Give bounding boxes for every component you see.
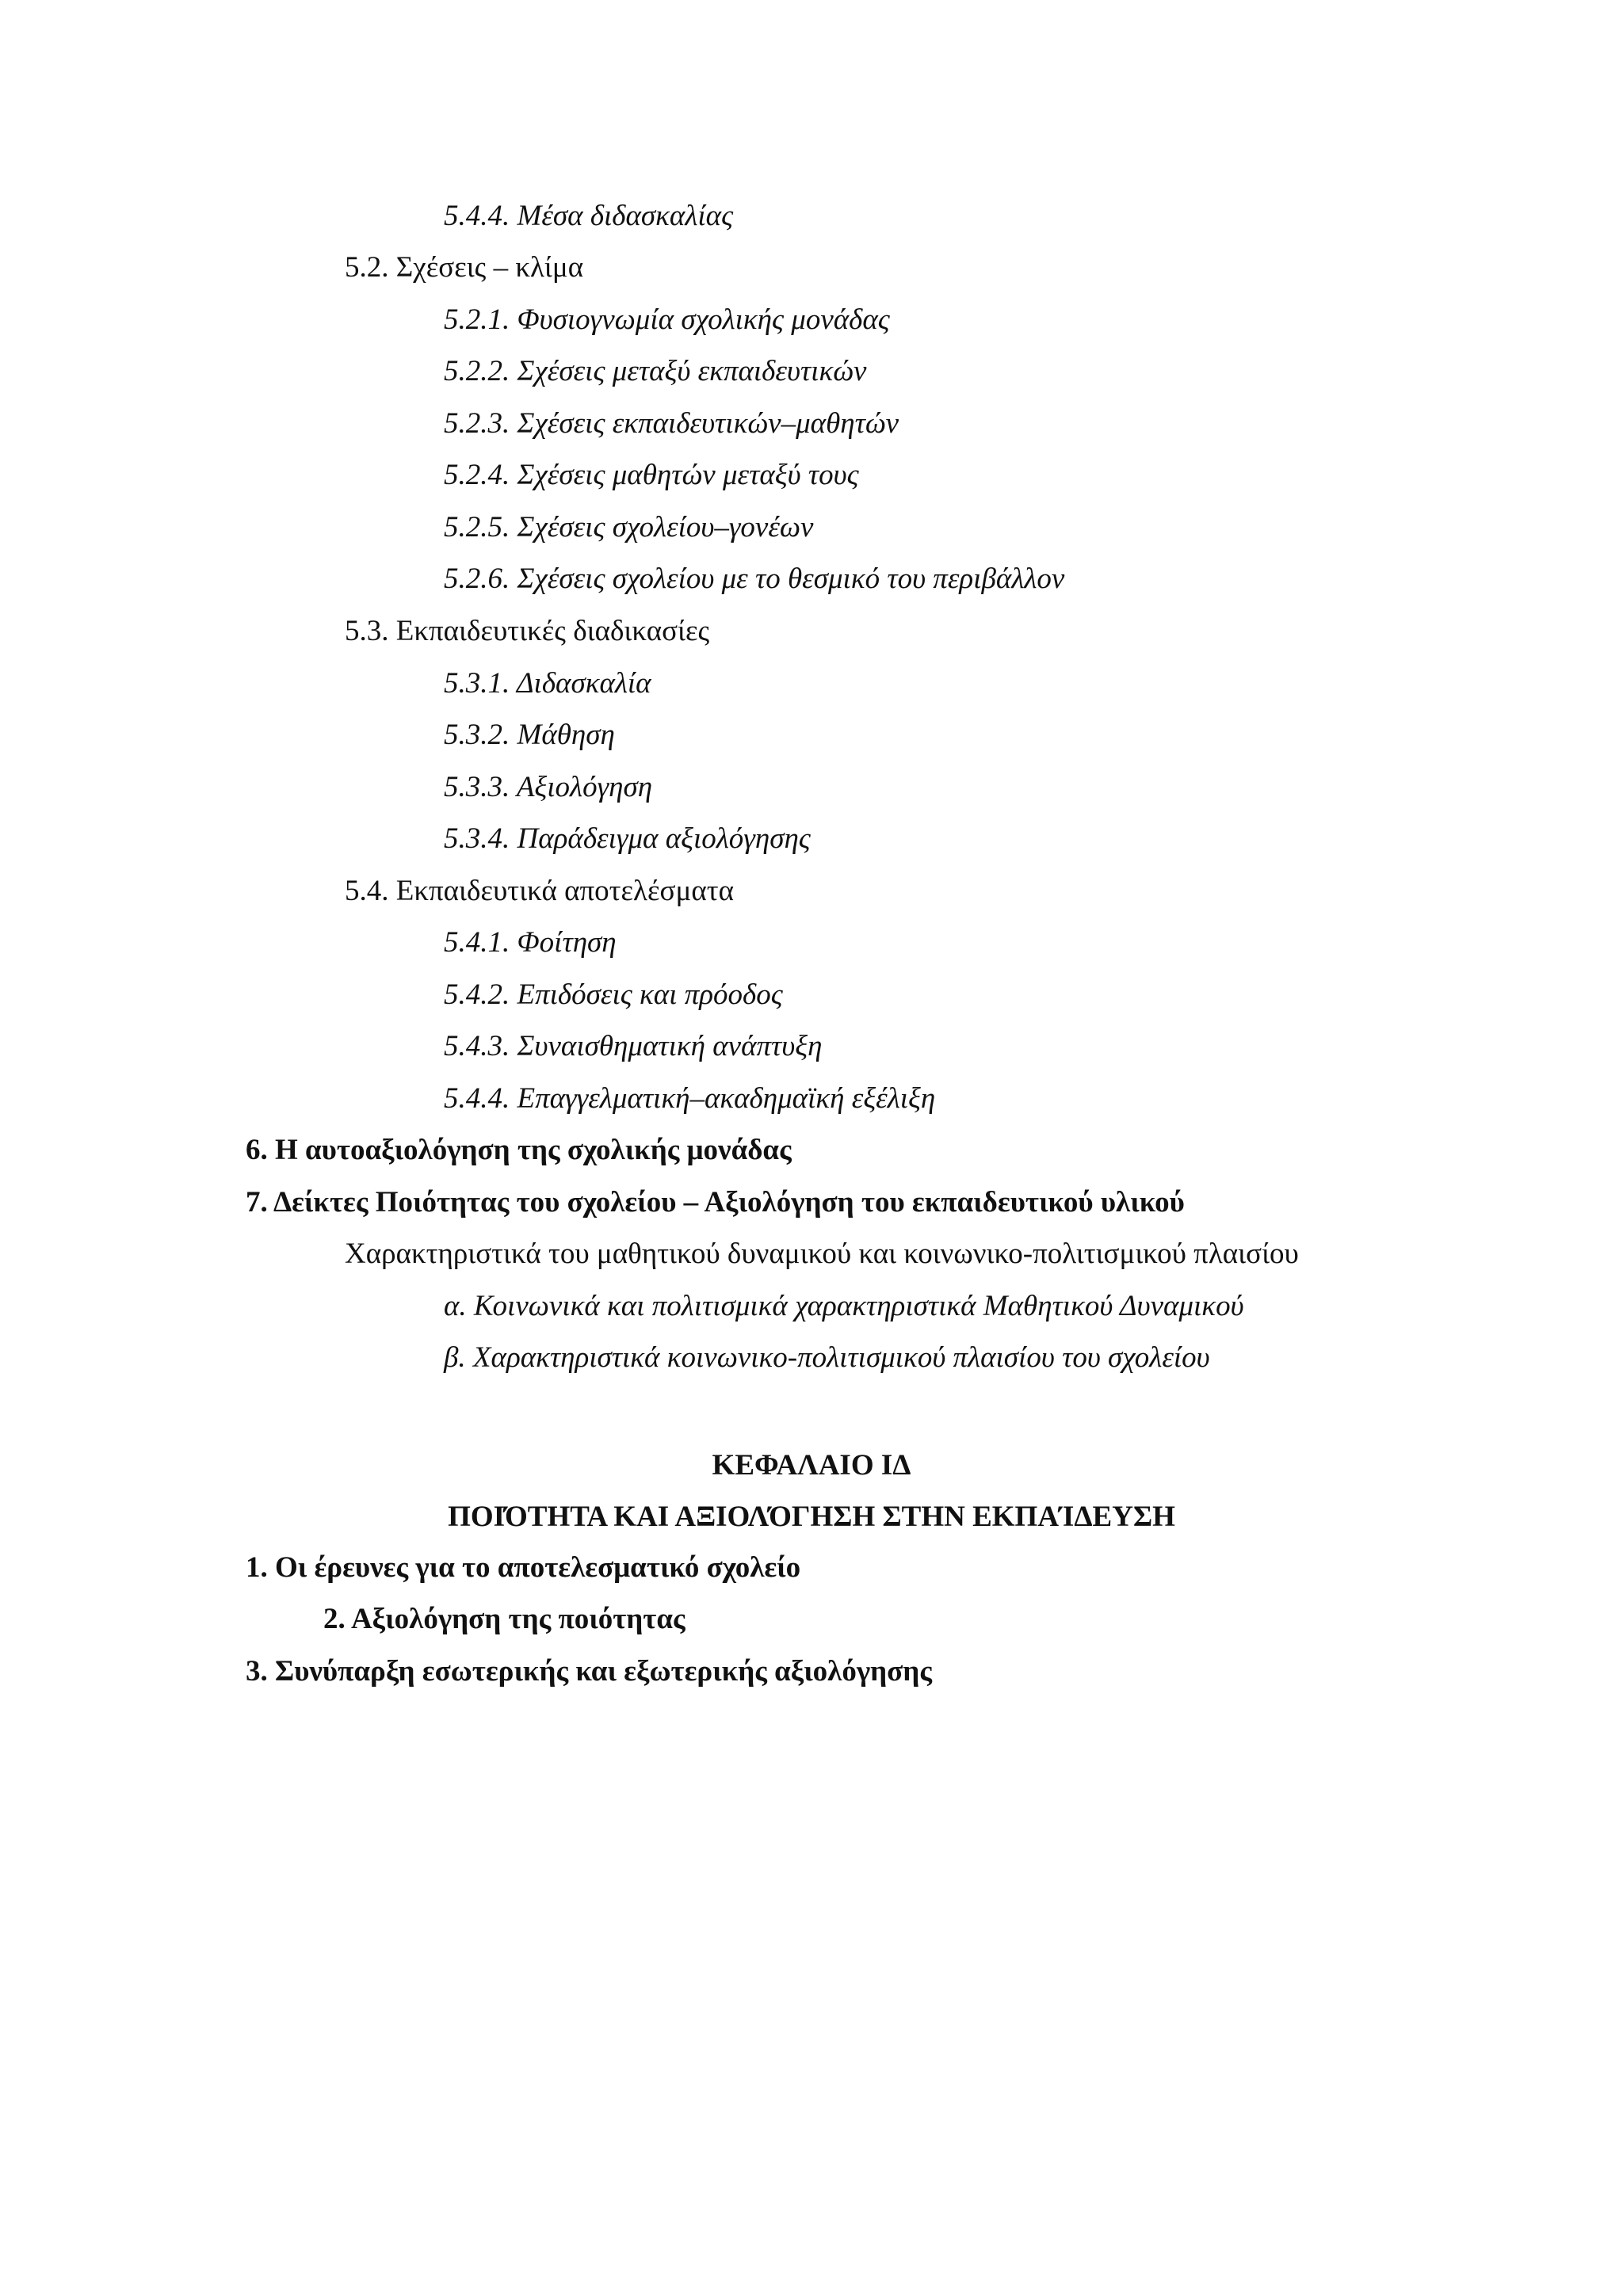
- toc-entry-7-quality-indicators: 7. Δείκτες Ποιότητας του σχολείου – Αξιολόγηση του εκπαιδευτικού υλικού: [246, 1186, 1185, 1219]
- toc-entry-5-2-3: 5.2.3. Σχέσεις εκπαιδευτικών–μαθητών: [444, 407, 899, 440]
- toc-entry-5-3-1: 5.3.1. Διδασκαλία: [444, 667, 651, 700]
- toc-entry-5-4-educational-outcomes: 5.4. Εκπαιδευτικά αποτελέσματα: [345, 875, 734, 907]
- toc-entry-student-characteristics: Χαρακτηριστικά του μαθητικού δυναμικού και κοινωνικο-πολιτισμικού πλαισίου: [345, 1238, 1299, 1270]
- toc-entry-5-4-2: 5.4.2. Επιδόσεις και πρόοδος: [444, 978, 783, 1011]
- toc-entry-5-3-3: 5.3.3. Αξιολόγηση: [444, 771, 653, 803]
- toc-entry-5-2-4: 5.2.4. Σχέσεις μαθητών μεταξύ τους: [444, 459, 859, 491]
- toc-entry-5-2-2: 5.2.2. Σχέσεις μεταξύ εκπαιδευτικών: [444, 355, 867, 387]
- chapter-entry-1: 1. Οι έρευνες για το αποτελεσματικό σχολείο: [246, 1551, 801, 1584]
- toc-entry-6-self-evaluation: 6. Η αυτοαξιολόγηση της σχολικής μονάδας: [246, 1134, 792, 1166]
- toc-entry-5-4-3: 5.4.3. Συναισθηματική ανάπτυξη: [444, 1030, 823, 1062]
- toc-entry-5-2-5: 5.2.5. Σχέσεις σχολείου–γονέων: [444, 511, 814, 543]
- toc-entry-5-3-4: 5.3.4. Παράδειγμα αξιολόγησης: [444, 822, 811, 855]
- chapter-entry-3: 3. Συνύπαρξη εσωτερικής και εξωτερικής αξιολόγησης: [246, 1655, 932, 1688]
- toc-entry-5-4-4-teaching-means: 5.4.4. Μέσα διδασκαλίας: [444, 200, 734, 232]
- chapter-entry-2: 2. Αξιολόγηση της ποιότητας: [323, 1603, 685, 1635]
- toc-entry-beta: β. Χαρακτηριστικά κοινωνικο-πολιτισμικού πλαισίου του σχολείου: [444, 1341, 1210, 1374]
- toc-entry-5-4-1: 5.4.1. Φοίτηση: [444, 926, 617, 959]
- toc-entry-5-2-6: 5.2.6. Σχέσεις σχολείου με το θεσμικό του περιβάλλον: [444, 563, 1065, 595]
- toc-entry-5-4-4-career: 5.4.4. Επαγγελματική–ακαδημαϊκή εξέλιξη: [444, 1082, 936, 1115]
- chapter-title-heading: ΠΟΙΌΤΗΤΑ ΚΑΙ ΑΞΙΟΛΌΓΗΣΗ ΣΤΗΝ ΕΚΠΑΊΔΕΥΣΗ: [448, 1501, 1175, 1533]
- chapter-number-heading: ΚΕΦΑΛΑΙΟ ΙΔ: [712, 1449, 911, 1482]
- toc-entry-5-2-1: 5.2.1. Φυσιογνωμία σχολικής μονάδας: [444, 303, 890, 336]
- toc-entry-5-2-relations-climate: 5.2. Σχέσεις – κλίμα: [345, 251, 584, 284]
- toc-entry-5-3-educational-processes: 5.3. Εκπαιδευτικές διαδικασίες: [345, 615, 710, 647]
- toc-entry-alpha: α. Κοινωνικά και πολιτισμικά χαρακτηριστικά Μαθητικού Δυναμικού: [444, 1290, 1244, 1322]
- toc-entry-5-3-2: 5.3.2. Μάθηση: [444, 719, 615, 751]
